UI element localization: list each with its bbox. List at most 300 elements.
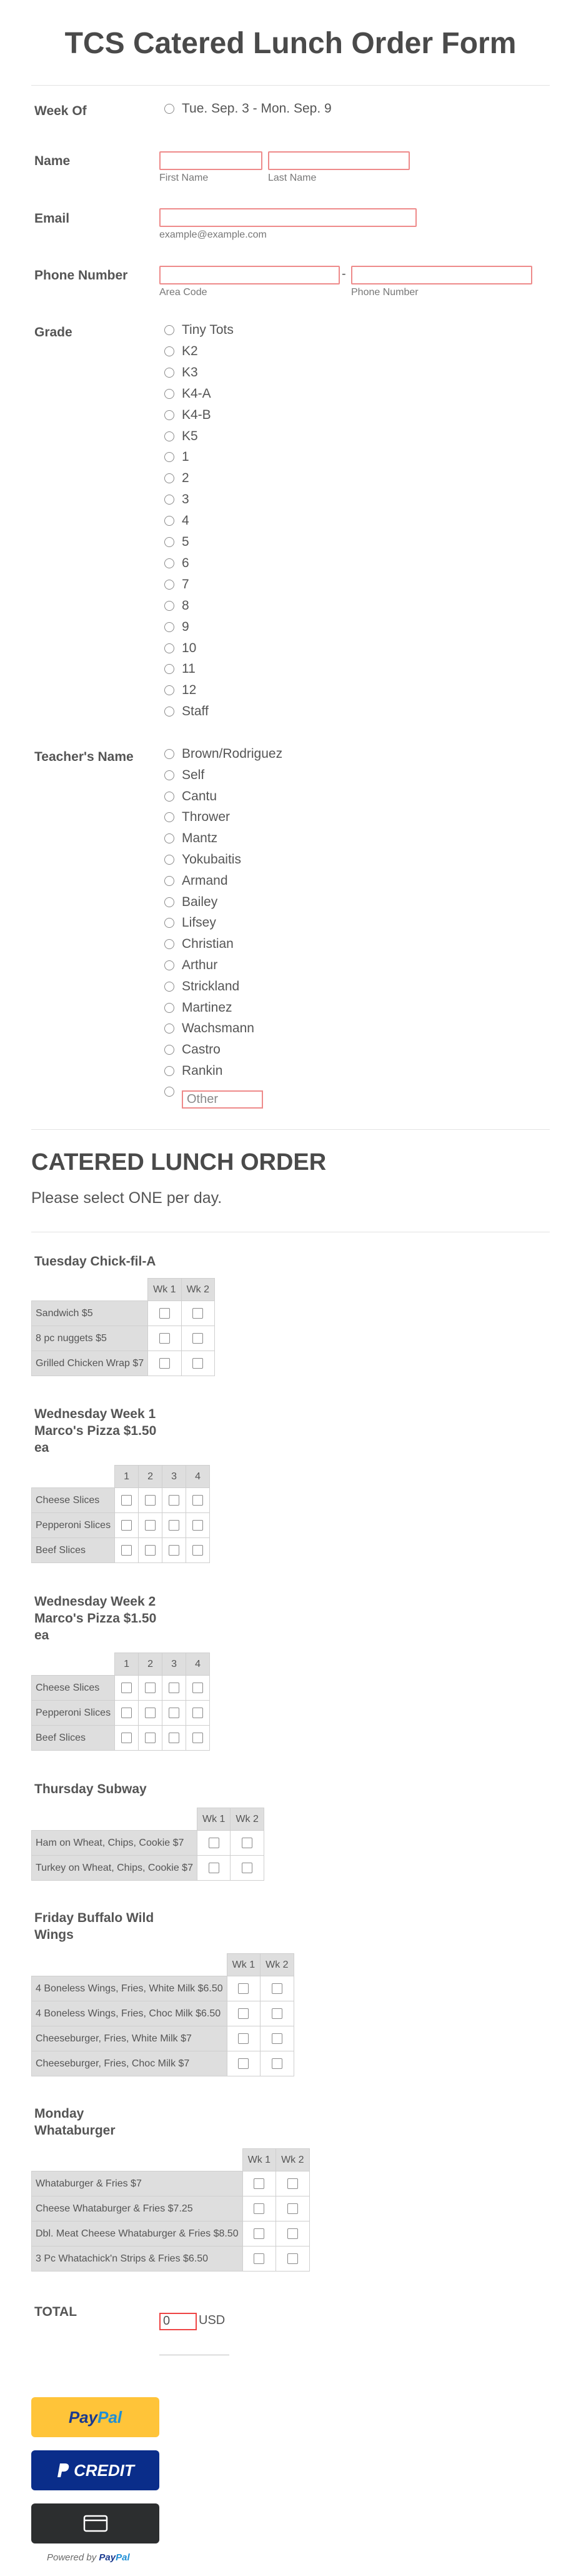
last-name-sublabel: Last Name	[268, 173, 317, 183]
grade-option-label: Staff	[182, 704, 209, 719]
radio-button[interactable]	[164, 960, 174, 970]
debit-credit-card-button[interactable]	[31, 2503, 159, 2543]
email-label: Email	[34, 211, 70, 226]
checkbox[interactable]	[272, 2058, 282, 2069]
area-code-sublabel: Area Code	[159, 287, 207, 298]
grade-option-label: 2	[182, 471, 189, 486]
wed2-title-line: Wednesday Week 2	[34, 1594, 156, 1609]
radio-button[interactable]	[164, 516, 174, 526]
teacher-option-label: Arthur	[182, 958, 218, 972]
grade-option-label: 8	[182, 598, 189, 613]
matrix-column-header: 2	[139, 1653, 162, 1676]
divider	[31, 85, 550, 86]
checkbox[interactable]	[242, 1838, 252, 1848]
grade-option-label: 11	[182, 662, 196, 677]
matrix-column-header: Wk 2	[276, 2149, 309, 2171]
teacher-label: Teacher's Name	[34, 750, 134, 764]
matrix-cell	[139, 1488, 162, 1513]
checkbox[interactable]	[287, 2228, 298, 2239]
total-currency: USD	[199, 2313, 226, 2327]
radio-button[interactable]	[164, 495, 174, 505]
matrix-cell	[242, 2246, 276, 2272]
grade-option[interactable]	[164, 405, 211, 426]
teacher-option[interactable]	[164, 828, 217, 849]
teacher-option-label: Castro	[182, 1042, 221, 1057]
matrix-row	[32, 2171, 310, 2196]
matrix-row	[32, 1488, 210, 1513]
matrix-cell	[148, 1326, 181, 1351]
checkbox[interactable]	[287, 2203, 298, 2214]
grade-option-label: K4-A	[182, 386, 211, 401]
grade-option-label: 5	[182, 535, 189, 549]
matrix-cell	[231, 1856, 264, 1881]
teacher-option[interactable]	[164, 912, 216, 933]
matrix-row-label: Dbl. Meat Cheese Whataburger & Fries $8.50	[32, 2221, 243, 2246]
teacher-option[interactable]	[164, 849, 241, 870]
radio-button[interactable]	[164, 346, 174, 356]
grade-option[interactable]	[164, 658, 196, 680]
teacher-option[interactable]	[164, 1039, 221, 1060]
checkbox[interactable]	[254, 2203, 264, 2214]
friday-matrix	[31, 1953, 294, 2076]
wed1-title-line: Marco's Pizza $1.50	[34, 1424, 157, 1438]
grade-option[interactable]	[164, 383, 211, 405]
checkbox[interactable]	[145, 1520, 156, 1531]
teacher-option-label: Cantu	[182, 788, 217, 803]
paypal-logo: PayPal	[68, 2407, 122, 2427]
grade-option-label: 7	[182, 576, 189, 591]
teacher-option-label: Wachsmann	[182, 1021, 254, 1036]
radio-button[interactable]	[164, 939, 174, 949]
grade-option[interactable]	[164, 701, 209, 722]
grade-option-label: K3	[182, 365, 198, 380]
matrix-cell	[261, 1976, 294, 2001]
teacher-option-other[interactable]	[164, 1085, 263, 1106]
grade-option[interactable]	[164, 468, 189, 489]
checkbox[interactable]	[121, 1733, 132, 1743]
grade-option[interactable]	[164, 510, 189, 531]
matrix-corner	[32, 1466, 115, 1488]
matrix-cell	[181, 1351, 214, 1376]
week-option[interactable]	[164, 98, 332, 119]
matrix-cell	[115, 1538, 139, 1563]
checkbox[interactable]	[192, 1683, 203, 1693]
checkbox[interactable]	[272, 2008, 282, 2019]
teacher-option-label: Bailey	[182, 894, 218, 909]
matrix-row	[32, 1831, 264, 1856]
matrix-cell	[181, 1326, 214, 1351]
matrix-cell	[148, 1301, 181, 1326]
matrix-row-label: 4 Boneless Wings, Fries, Choc Milk $6.50	[32, 2001, 227, 2026]
teacher-option-label: Martinez	[182, 1000, 232, 1015]
grade-option-label: Tiny Tots	[182, 323, 234, 337]
total-label: TOTAL	[34, 2305, 77, 2319]
first-name-sublabel: First Name	[159, 173, 209, 183]
checkbox[interactable]	[145, 1683, 156, 1693]
checkbox[interactable]	[238, 1983, 249, 1994]
radio-button[interactable]	[164, 368, 174, 378]
matrix-row-label: Beef Slices	[32, 1726, 115, 1751]
grade-option[interactable]	[164, 341, 198, 362]
wed1-title-line: Wednesday Week 1	[34, 1407, 156, 1421]
matrix-cell	[227, 2001, 260, 2026]
matrix-cell	[115, 1676, 139, 1701]
matrix-row-label: Sandwich $5	[32, 1301, 148, 1326]
teacher-option[interactable]	[164, 955, 217, 976]
matrix-cell	[242, 2221, 276, 2246]
matrix-column-header: 1	[115, 1466, 139, 1488]
matrix-row-label: Ham on Wheat, Chips, Cookie $7	[32, 1831, 197, 1856]
email-hint: example@example.com	[159, 229, 267, 240]
powered-by-paypal: Powered by PayPal	[47, 2552, 130, 2563]
radio-button[interactable]	[164, 622, 174, 632]
grade-option[interactable]	[164, 595, 189, 616]
matrix-column-header: Wk 2	[181, 1279, 214, 1301]
matrix-cell	[276, 2171, 309, 2196]
radio-button[interactable]	[164, 104, 174, 114]
tuesday-title: Tuesday Chick-fil-A	[34, 1254, 156, 1269]
checkbox[interactable]	[287, 2253, 298, 2264]
checkbox[interactable]	[254, 2228, 264, 2239]
week-option-label: Tue. Sep. 3 - Mon. Sep. 9	[182, 101, 332, 116]
checkbox[interactable]	[159, 1333, 170, 1344]
matrix-row-label: 8 pc nuggets $5	[32, 1326, 148, 1351]
wed2-matrix	[31, 1653, 210, 1751]
teacher-option[interactable]	[164, 933, 234, 955]
wed2-title-line: ea	[34, 1628, 49, 1643]
grade-option[interactable]	[164, 616, 189, 638]
matrix-row	[32, 2246, 310, 2272]
matrix-corner	[32, 2149, 243, 2171]
grade-option[interactable]	[164, 489, 189, 510]
grade-option[interactable]	[164, 362, 198, 383]
teacher-option-label: Strickland	[182, 979, 240, 994]
radio-button[interactable]	[164, 664, 174, 674]
matrix-row	[32, 2221, 310, 2246]
matrix-row	[32, 2026, 294, 2051]
checkbox[interactable]	[238, 2058, 249, 2069]
radio-button[interactable]	[164, 558, 174, 568]
teacher-option[interactable]	[164, 1060, 222, 1082]
checkbox[interactable]	[169, 1708, 179, 1718]
checkbox[interactable]	[192, 1545, 203, 1556]
grade-option[interactable]	[164, 680, 196, 701]
matrix-row-label: Cheese Slices	[32, 1488, 115, 1513]
matrix-cell	[139, 1701, 162, 1726]
grade-option[interactable]	[164, 531, 189, 553]
matrix-cell	[181, 1301, 214, 1326]
grade-option[interactable]	[164, 446, 189, 468]
divider	[31, 1129, 550, 1130]
checkbox[interactable]	[192, 1520, 203, 1531]
grade-option-label: 1	[182, 450, 189, 465]
teacher-option[interactable]	[164, 997, 232, 1019]
matrix-row-label: Whataburger & Fries $7	[32, 2171, 243, 2196]
other-teacher-input[interactable]: Other	[182, 1090, 263, 1109]
monday-title	[34, 2105, 116, 2139]
grade-option[interactable]	[164, 553, 189, 574]
grade-option-label: 10	[182, 640, 197, 655]
checkbox[interactable]	[121, 1495, 132, 1506]
card-icon	[83, 2515, 108, 2532]
wed1-title-line: ea	[34, 1441, 49, 1455]
matrix-cell	[162, 1488, 186, 1513]
checkbox[interactable]	[159, 1308, 170, 1319]
paypal-button[interactable]	[31, 2397, 159, 2437]
matrix-cell	[139, 1676, 162, 1701]
matrix-column-header: Wk 2	[261, 1954, 294, 1976]
matrix-row	[32, 1301, 215, 1326]
matrix-row	[32, 1701, 210, 1726]
matrix-cell	[227, 2051, 260, 2076]
matrix-cell	[242, 2196, 276, 2221]
radio-button[interactable]	[164, 749, 174, 759]
radio-button[interactable]	[164, 1024, 174, 1034]
teacher-option[interactable]	[164, 786, 217, 807]
radio-button[interactable]	[164, 855, 174, 865]
wed1-title	[34, 1406, 156, 1456]
matrix-cell	[276, 2196, 309, 2221]
matrix-row	[32, 1351, 215, 1376]
friday-title-line: Wings	[34, 1928, 74, 1942]
phone-number-sublabel: Phone Number	[351, 287, 419, 298]
radio-button[interactable]	[164, 1066, 174, 1076]
radio-button[interactable]	[164, 643, 174, 653]
checkbox[interactable]	[169, 1545, 179, 1556]
checkbox[interactable]	[272, 1983, 282, 1994]
checkbox[interactable]	[121, 1545, 132, 1556]
matrix-cell	[186, 1538, 210, 1563]
matrix-cell	[276, 2246, 309, 2272]
radio-button[interactable]	[164, 707, 174, 717]
grade-option[interactable]	[164, 426, 198, 447]
matrix-cell	[197, 1831, 230, 1856]
matrix-cell	[139, 1513, 162, 1538]
radio-button[interactable]	[164, 770, 174, 780]
radio-button[interactable]	[164, 1003, 174, 1013]
radio-button[interactable]	[164, 982, 174, 992]
matrix-cell	[162, 1538, 186, 1563]
radio-button[interactable]	[164, 792, 174, 802]
matrix-cell	[231, 1831, 264, 1856]
checkbox[interactable]	[169, 1520, 179, 1531]
checkbox[interactable]	[209, 1838, 219, 1848]
name-label: Name	[34, 154, 71, 168]
checkbox[interactable]	[192, 1708, 203, 1718]
matrix-cell	[261, 2026, 294, 2051]
area-code-field[interactable]	[159, 266, 340, 284]
teacher-option-label: Lifsey	[182, 915, 216, 930]
teacher-option[interactable]	[164, 765, 204, 786]
checkbox[interactable]	[242, 1863, 252, 1873]
matrix-cell	[139, 1538, 162, 1563]
checkbox[interactable]	[169, 1683, 179, 1693]
checkbox[interactable]	[169, 1733, 179, 1743]
radio-button[interactable]	[164, 897, 174, 907]
matrix-corner	[32, 1279, 148, 1301]
matrix-row	[32, 1538, 210, 1563]
phone-number-field[interactable]	[351, 266, 532, 284]
matrix-row-label: Cheeseburger, Fries, White Milk $7	[32, 2026, 227, 2051]
checkbox[interactable]	[209, 1863, 219, 1873]
first-name-field[interactable]	[159, 151, 262, 170]
paypal-p-icon	[56, 2462, 70, 2478]
checkbox[interactable]	[145, 1545, 156, 1556]
radio-button[interactable]	[164, 452, 174, 462]
matrix-column-header: 2	[139, 1466, 162, 1488]
matrix-column-header: Wk 1	[148, 1279, 181, 1301]
checkbox[interactable]	[145, 1708, 156, 1718]
grade-option[interactable]	[164, 638, 196, 659]
checkbox[interactable]	[159, 1358, 170, 1369]
checkbox[interactable]	[169, 1495, 179, 1506]
matrix-column-header: Wk 2	[231, 1808, 264, 1831]
last-name-field[interactable]	[268, 151, 410, 170]
matrix-cell	[115, 1488, 139, 1513]
matrix-row	[32, 1976, 294, 2001]
grade-option-label: K4-B	[182, 407, 211, 422]
matrix-row-label: Pepperoni Slices	[32, 1701, 115, 1726]
radio-button[interactable]	[164, 812, 174, 822]
radio-button[interactable]	[164, 918, 174, 928]
form-title: TCS Catered Lunch Order Form	[64, 27, 517, 60]
matrix-row-label: Turkey on Wheat, Chips, Cookie $7	[32, 1856, 197, 1881]
checkbox[interactable]	[287, 2178, 298, 2189]
matrix-cell	[186, 1676, 210, 1701]
checkbox[interactable]	[121, 1683, 132, 1693]
grade-option-label: K2	[182, 343, 198, 358]
matrix-column-header: 4	[186, 1653, 210, 1676]
matrix-column-header: Wk 1	[197, 1808, 230, 1831]
wed1-matrix	[31, 1465, 210, 1563]
checkbox[interactable]	[145, 1733, 156, 1743]
grade-option[interactable]	[164, 574, 189, 595]
checkbox[interactable]	[192, 1358, 203, 1369]
checkbox[interactable]	[121, 1708, 132, 1718]
radio-button[interactable]	[164, 537, 174, 547]
paypal-credit-button[interactable]	[31, 2450, 159, 2490]
radio-button[interactable]	[164, 833, 174, 843]
checkbox[interactable]	[254, 2178, 264, 2189]
monday-matrix	[31, 2148, 310, 2272]
radio-button[interactable]	[164, 410, 174, 420]
matrix-row	[32, 2051, 294, 2076]
phone-separator: -	[342, 267, 346, 281]
wed2-title-line: Marco's Pizza $1.50	[34, 1611, 157, 1626]
matrix-row	[32, 1676, 210, 1701]
grade-option-label: 4	[182, 513, 189, 528]
teacher-option[interactable]	[164, 807, 230, 828]
section-subtext: Please select ONE per day.	[31, 1189, 222, 1207]
matrix-row	[32, 1726, 210, 1751]
matrix-cell	[227, 2026, 260, 2051]
teacher-option-label: Brown/Rodriguez	[182, 747, 283, 761]
checkbox[interactable]	[192, 1495, 203, 1506]
teacher-option[interactable]	[164, 976, 239, 997]
matrix-cell	[139, 1726, 162, 1751]
matrix-cell	[186, 1513, 210, 1538]
radio-button[interactable]	[164, 431, 174, 441]
matrix-cell	[162, 1726, 186, 1751]
radio-button[interactable]	[164, 601, 174, 611]
checkbox[interactable]	[254, 2253, 264, 2264]
phone-label: Phone Number	[34, 268, 128, 283]
matrix-row-label: 4 Boneless Wings, Fries, White Milk $6.50	[32, 1976, 227, 2001]
matrix-cell	[242, 2171, 276, 2196]
grade-option[interactable]	[164, 319, 234, 341]
radio-button[interactable]	[164, 580, 174, 590]
grade-option-label: 3	[182, 492, 189, 507]
tuesday-matrix	[31, 1278, 215, 1376]
matrix-cell	[115, 1701, 139, 1726]
thursday-matrix	[31, 1808, 264, 1881]
matrix-corner	[32, 1954, 227, 1976]
matrix-cell	[162, 1676, 186, 1701]
checkbox[interactable]	[121, 1520, 132, 1531]
matrix-row-label: Grilled Chicken Wrap $7	[32, 1351, 148, 1376]
checkbox[interactable]	[192, 1308, 203, 1319]
checkbox[interactable]	[192, 1333, 203, 1344]
grade-option-label: K5	[182, 428, 198, 443]
grade-label: Grade	[34, 325, 72, 340]
matrix-column-header: Wk 1	[227, 1954, 260, 1976]
radio-button[interactable]	[164, 1087, 174, 1097]
teacher-option-label: Armand	[182, 873, 228, 888]
matrix-row	[32, 2196, 310, 2221]
matrix-cell	[186, 1488, 210, 1513]
grade-option-label: 12	[182, 683, 197, 698]
teacher-option[interactable]	[164, 743, 282, 765]
matrix-column-header: 3	[162, 1466, 186, 1488]
paypal-credit-logo: CREDIT	[56, 2461, 134, 2480]
email-field[interactable]	[159, 208, 417, 227]
monday-title-line: Monday	[34, 2106, 84, 2121]
teacher-option-label: Thrower	[182, 810, 231, 825]
teacher-option-label: Mantz	[182, 831, 218, 846]
checkbox[interactable]	[238, 2033, 249, 2044]
radio-button[interactable]	[164, 325, 174, 335]
grade-option-label: 9	[182, 619, 189, 634]
section-heading: CATERED LUNCH ORDER	[31, 1149, 327, 1175]
matrix-cell	[186, 1726, 210, 1751]
teacher-option[interactable]	[164, 870, 228, 892]
radio-button[interactable]	[164, 473, 174, 483]
teacher-option-label: Rankin	[182, 1064, 223, 1078]
thursday-title: Thursday Subway	[34, 1782, 147, 1796]
matrix-cell	[261, 2001, 294, 2026]
teacher-option-label: Self	[182, 767, 205, 782]
checkbox[interactable]	[192, 1733, 203, 1743]
checkbox[interactable]	[145, 1495, 156, 1506]
checkbox[interactable]	[238, 2008, 249, 2019]
checkbox[interactable]	[272, 2033, 282, 2044]
matrix-cell	[276, 2221, 309, 2246]
radio-button[interactable]	[164, 1045, 174, 1055]
friday-title-line: Friday Buffalo Wild	[34, 1911, 154, 1925]
teacher-option[interactable]	[164, 1018, 254, 1039]
radio-button[interactable]	[164, 876, 174, 886]
matrix-row	[32, 1856, 264, 1881]
teacher-option[interactable]	[164, 892, 217, 913]
wed2-title	[34, 1593, 156, 1644]
radio-button[interactable]	[164, 389, 174, 399]
matrix-cell	[162, 1701, 186, 1726]
monday-title-line: Whataburger	[34, 2123, 116, 2138]
matrix-column-header: Wk 1	[242, 2149, 276, 2171]
radio-button[interactable]	[164, 685, 174, 695]
matrix-corner	[32, 1653, 115, 1676]
total-field[interactable]: 0	[159, 2313, 197, 2330]
